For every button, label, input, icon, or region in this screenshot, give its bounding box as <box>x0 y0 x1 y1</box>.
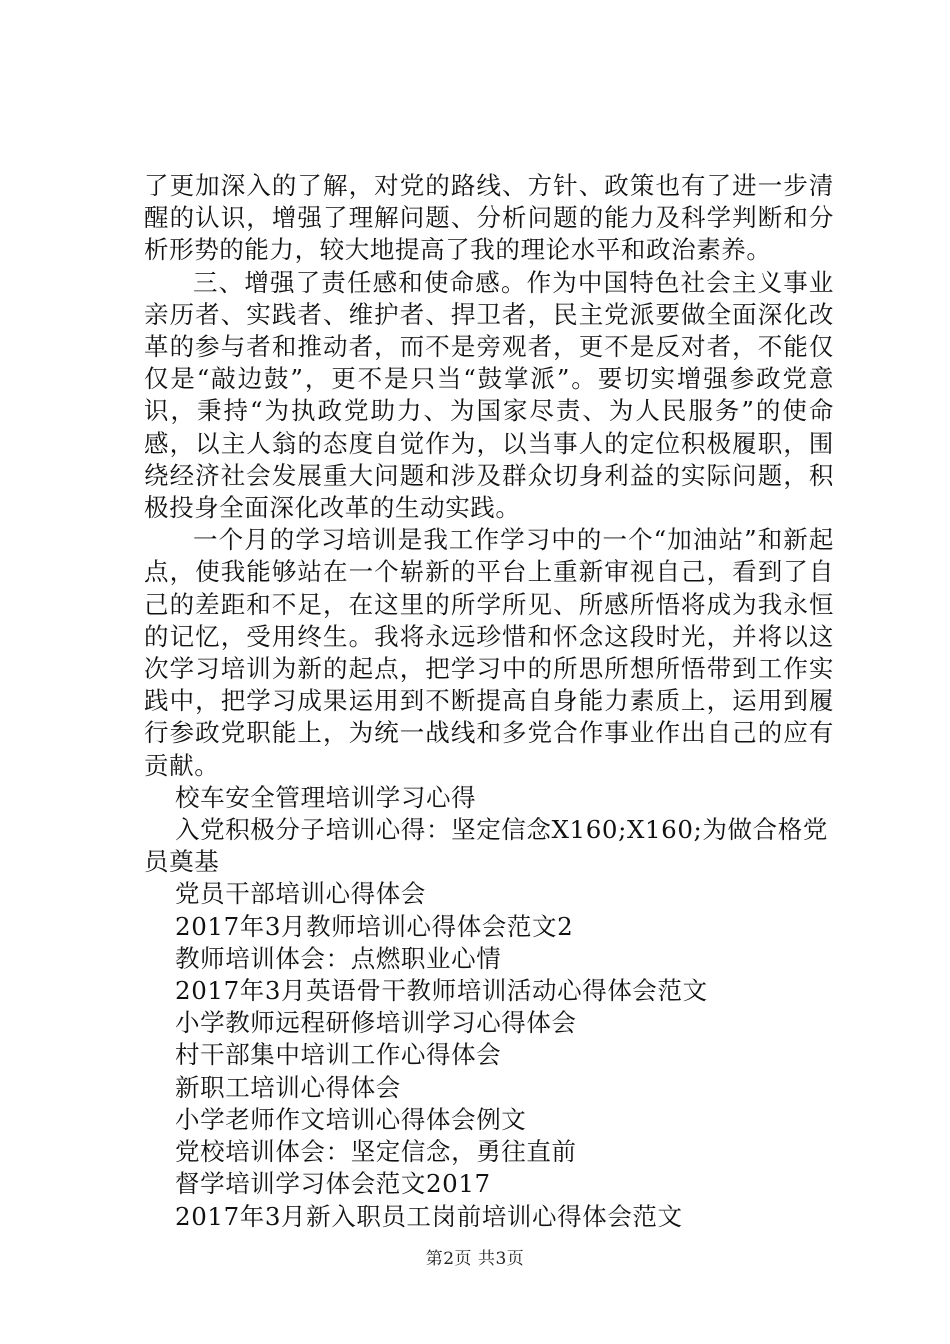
related-article-10[interactable]: 小学老师作文培训心得体会例文 <box>175 1104 527 1134</box>
related-article-3[interactable]: 党员干部培训心得体会 <box>175 879 426 909</box>
paragraph-2: 三、增强了责任感和使命感。作为中国特色社会主义事业亲历者、实践者、维护者、捍卫者，民主党派要做全面深化改革的参与者和推动者，而不是旁观者，更不是反对者，不能仅仅是“敲边鼓”，更不是只当“鼓掌派”。要切实增强参政党意识，秉持“为执政党助力、为国家尽责、为人民服务”的使命感，以主人翁的态度自觉作为，以当事人的定位积极履职，围绕经济社会发展重大问题和涉及群众切身利益的实际问题，积极投身全面深化改革的生动实践。 <box>144 267 834 523</box>
paragraph-1: 了更加深入的了解，对党的路线、方针、政策也有了进一步清醒的认识，增强了理解问题、分析问题的能力及科学判断和分析形势的能力，较大地提高了我的理论水平和政治素养。 <box>144 171 834 265</box>
related-article-12[interactable]: 督学培训学习体会范文2017 <box>175 1169 491 1199</box>
related-article-1[interactable]: 校车安全管理培训学习心得 <box>175 782 477 812</box>
related-articles-list <box>144 782 834 1233</box>
related-article-6[interactable]: 2017年3月英语骨干教师培训活动心得体会范文 <box>175 976 708 1006</box>
related-article-7[interactable]: 小学教师远程研修培训学习心得体会 <box>175 1008 577 1038</box>
related-article-8[interactable]: 村干部集中培训工作心得体会 <box>175 1040 502 1070</box>
related-article-5[interactable]: 教师培训体会：点燃职业心情 <box>175 943 502 973</box>
related-article-9[interactable]: 新职工培训心得体会 <box>175 1072 401 1102</box>
related-article-2[interactable]: 入党积极分子培训心得：坚定信念X160;X160;为做合格党员奠基 <box>144 815 828 877</box>
related-article-13[interactable]: 2017年3月新入职员工岗前培训心得体会范文 <box>175 1201 683 1231</box>
paragraph-3: 一个月的学习培训是我工作学习中的一个“加油站”和新起点，使我能够站在一个崭新的平台上重新审视自己，看到了自己的差距和不足，在这里的所学所见、所感所悟将成为我永恒的记忆，受用终生。我将永远珍惜和怀念这段时光，并将以这次学习培训为新的起点，把学习中的所思所想所悟带到工作实践中，把学习成果运用到不断提高自身能力素质上，运用到履行参政党职能上，为统一战线和多党合作事业作出自己的应有贡献。 <box>144 525 834 780</box>
page-number: 第2页 共3页 <box>425 1249 525 1269</box>
related-article-11[interactable]: 党校培训体会：坚定信念，勇往直前 <box>175 1137 577 1167</box>
document-body <box>144 170 834 1233</box>
related-article-4[interactable]: 2017年3月教师培训心得体会范文2 <box>175 911 574 941</box>
